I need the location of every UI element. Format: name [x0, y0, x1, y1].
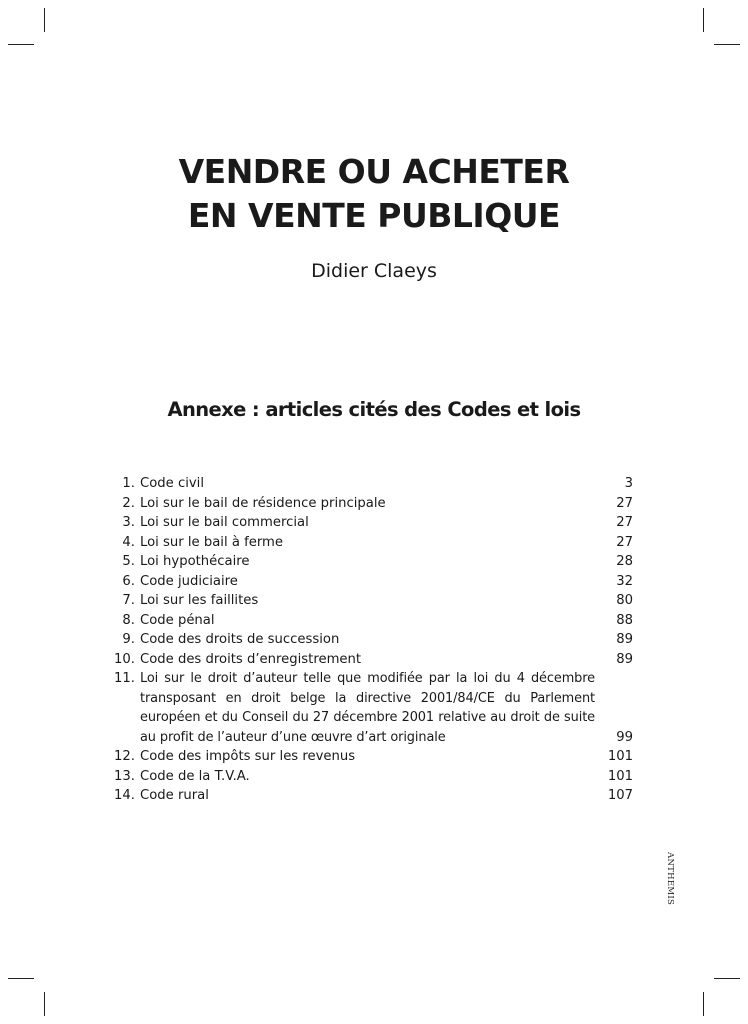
toc-entry-number: 6. [122, 573, 135, 589]
toc-entry [114, 630, 633, 650]
crop-mark-top-right-horizontal [714, 44, 740, 45]
toc-entry-title: Loi sur les faillites [140, 593, 259, 608]
toc-entry [114, 513, 633, 533]
toc-entry-number: 11. [114, 671, 135, 686]
toc-entry-page: 27 [616, 515, 633, 530]
toc-entry-title: Code judiciaire [140, 573, 238, 589]
toc-entry-page: 28 [616, 554, 633, 569]
toc-entry [114, 650, 633, 670]
section-title: Annexe : articles cités des Codes et lois [167, 398, 581, 421]
toc-entry-page: 3 [624, 476, 633, 491]
toc-entry-number: 2. [122, 495, 135, 511]
book-title-line-2: EN VENTE PUBLIQUE [187, 196, 561, 235]
toc-entry [114, 767, 633, 787]
toc-entry-title: Loi sur le bail à ferme [140, 534, 284, 550]
toc-entry-title: Code civil [140, 476, 204, 491]
crop-mark-bottom-left-horizontal [8, 978, 34, 979]
toc-entry-number: 13. [114, 768, 135, 784]
toc-entry-page: 89 [616, 632, 633, 647]
toc-entry-number: 8. [122, 612, 135, 628]
toc-entry [114, 494, 633, 514]
toc-entry-page: 32 [616, 573, 633, 589]
toc-entry-page: 27 [616, 495, 633, 511]
toc-entry-title: Loi sur le bail commercial [140, 515, 309, 530]
toc-entry-title: Code de la T.V.A. [140, 768, 250, 784]
toc-entry [114, 611, 633, 631]
toc-entry-page: 99 [616, 729, 633, 745]
crop-mark-top-left-vertical [44, 8, 45, 32]
toc-entry-page: 107 [607, 788, 633, 803]
toc-entry [114, 786, 633, 806]
toc-entry-page: 101 [607, 768, 633, 784]
toc-entry-page: 80 [616, 593, 633, 608]
toc-entry-number: 12. [114, 749, 135, 764]
toc-entry-number: 9. [122, 632, 135, 647]
publisher-label: ANTHEMIS [665, 852, 675, 906]
toc-entry-number: 7. [122, 593, 135, 608]
toc-entry-title: Code des droits de succession [140, 632, 340, 647]
toc-entry-page: 88 [616, 612, 633, 628]
toc-entry-page: 101 [607, 749, 633, 764]
toc-entry [114, 669, 633, 747]
author-name: Didier Claeys [311, 260, 437, 282]
toc-entry [114, 552, 633, 572]
toc-entry-title: Code pénal [140, 612, 215, 628]
toc-entry-title: Code des droits d’enregistrement [140, 651, 362, 667]
toc-entry-title: Code rural [140, 788, 209, 803]
toc-entry-page: 27 [616, 534, 633, 550]
toc-entry [114, 533, 633, 553]
toc-entry-title: Code des impôts sur les revenus [140, 749, 356, 764]
toc-entry-title: Loi sur le bail de résidence principale [140, 495, 386, 511]
toc-entry-number: 1. [122, 476, 135, 491]
toc-entry-title: Loi sur le droit d’auteur telle que modifiée par la loi du 4 décembre transposant en droit belge la directive 2001/84/CE du Parlement européen et du Conseil du 27 décembre 2001 relative au droit de suite au profit de l’auteur d’une œuvre d’art originale [140, 671, 595, 745]
toc-entry [114, 572, 633, 592]
toc-entry-number: 5. [122, 554, 135, 569]
toc-entry-number: 10. [114, 651, 135, 667]
book-title [0, 150, 748, 238]
table-of-contents [114, 474, 633, 806]
toc-entry [114, 747, 633, 767]
toc-entry-number: 14. [114, 788, 135, 803]
book-title-line-1: VENDRE OU ACHETER [178, 152, 570, 191]
crop-mark-bottom-right-horizontal [714, 978, 740, 979]
crop-mark-bottom-right-vertical [703, 992, 704, 1016]
toc-entry [114, 591, 633, 611]
toc-entry-page: 89 [616, 651, 633, 667]
toc-entry-number: 3. [122, 515, 135, 530]
toc-entry-title: Loi hypothécaire [140, 554, 250, 569]
toc-entry [114, 474, 633, 494]
toc-entry-number: 4. [122, 534, 135, 550]
crop-mark-top-left-horizontal [8, 44, 34, 45]
crop-mark-bottom-left-vertical [44, 992, 45, 1016]
crop-mark-top-right-vertical [703, 8, 704, 32]
